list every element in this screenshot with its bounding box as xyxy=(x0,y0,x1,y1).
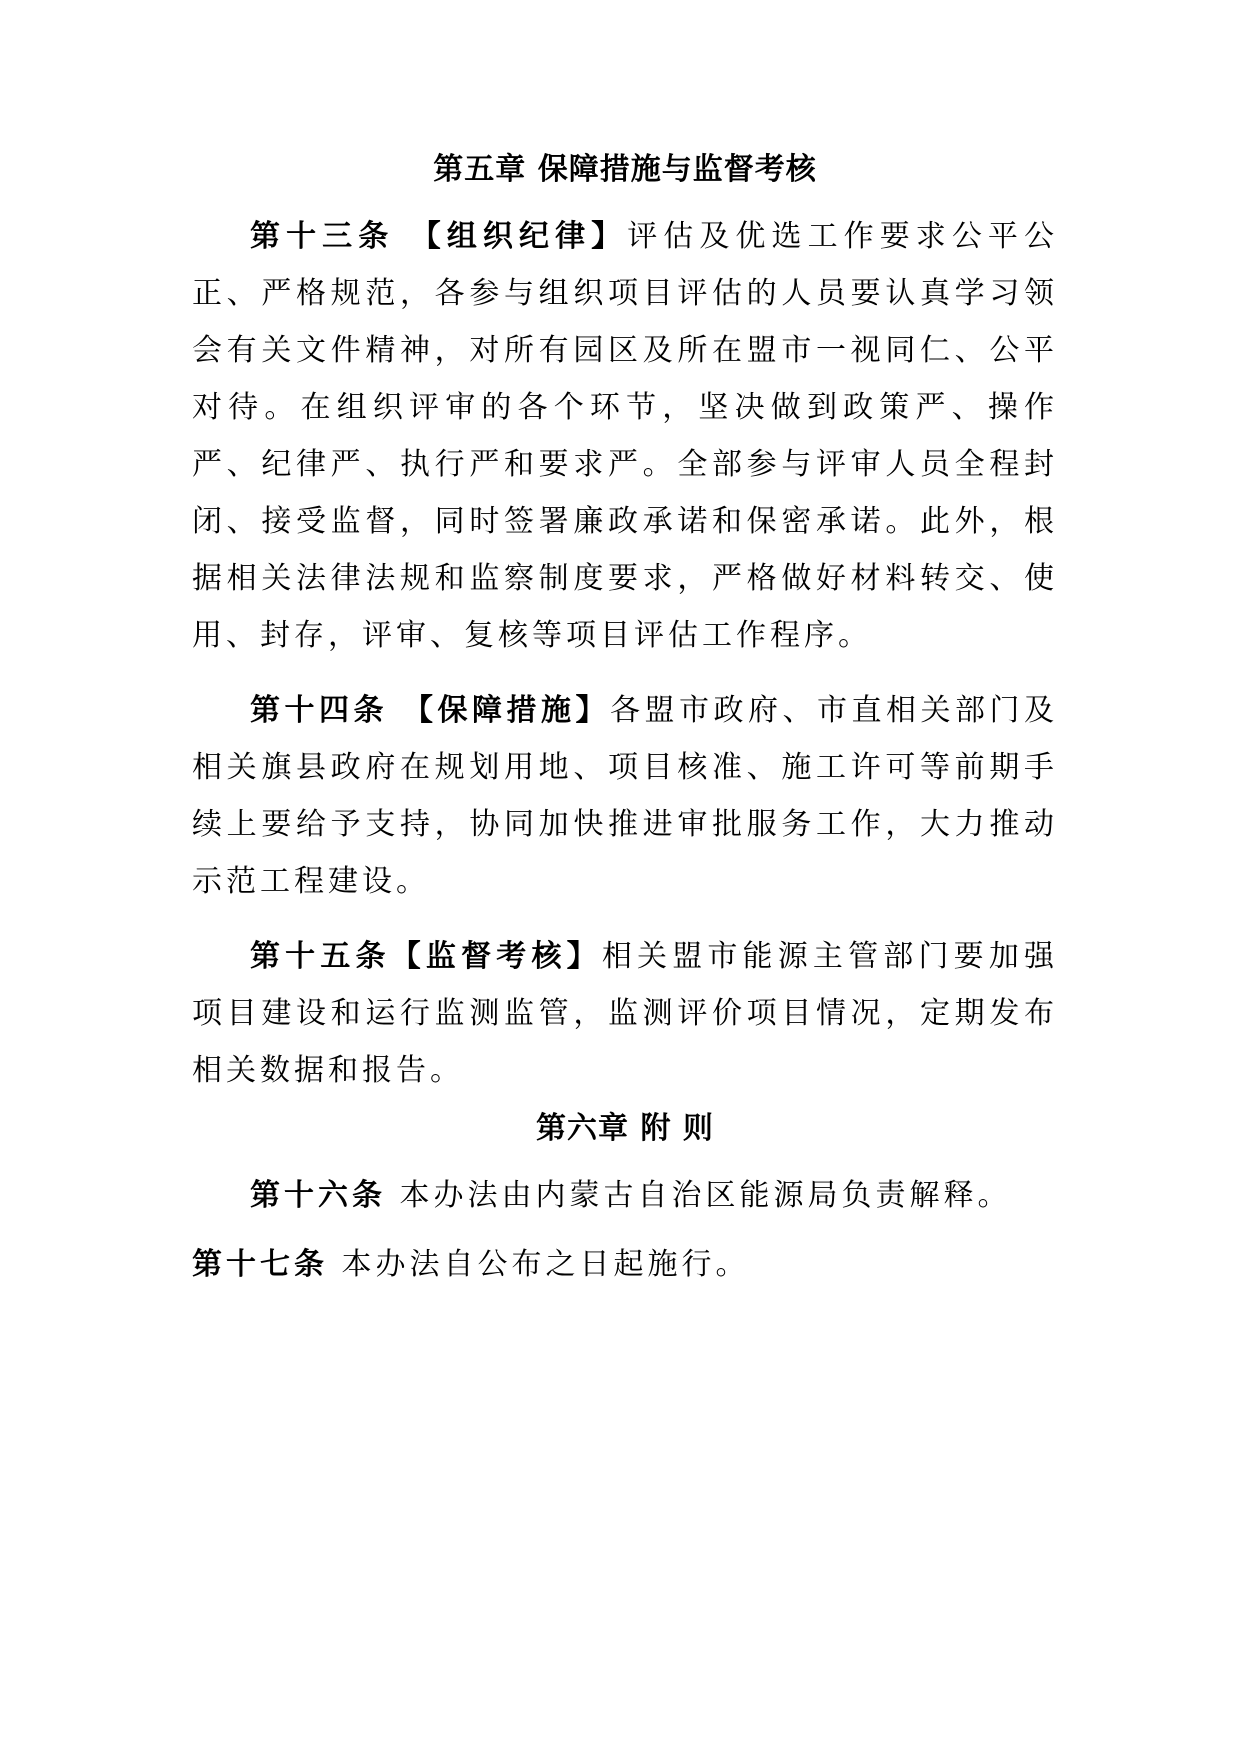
article-16 xyxy=(192,1167,1058,1224)
article-16-lead: 第十六条 xyxy=(250,1178,386,1213)
chapter-6-heading: 第六章 附 则 xyxy=(536,1111,714,1146)
article-14-lead: 第十四条 【保障措施】 xyxy=(250,693,610,728)
article-15-lead: 第十五条【监督考核】 xyxy=(250,939,602,974)
article-17-lead: 第十七条 xyxy=(192,1247,328,1282)
article-15-body: 相关盟市能源主管部门要加强项目建设和运行监测监管，监测评价项目情况，定期发布相关数据和报告。 xyxy=(192,939,1059,1088)
article-15 xyxy=(192,928,1058,1099)
article-14-body: 各盟市政府、市直相关部门及相关旗县政府在规划用地、项目核准、施工许可等前期手续上要给予支持，协同加快推进审批服务工作，大力推动示范工程建设。 xyxy=(192,693,1058,899)
article-13 xyxy=(192,208,1058,664)
chapter-5-heading: 第五章 保障措施与监督考核 xyxy=(433,152,817,187)
article-14 xyxy=(192,682,1058,910)
article-13-body: 评估及优选工作要求公平公正、严格规范，各参与组织项目评估的人员要认真学习领会有关文件精神，对所有园区及所在盟市一视同仁、公平对待。在组织评审的各个环节，坚决做到政策严、操作严、纪律严、执行严和要求严。全部参与评审人员全程封闭、接受监督，同时签署廉政承诺和保密承诺。此外，根据相关法律法规和监察制度要求，严格做好材料转交、使用、封存，评审、复核等项目评估工作程序。 xyxy=(192,219,1058,653)
article-17 xyxy=(192,1236,1058,1293)
article-13-lead: 第十三条 【组织纪律】 xyxy=(250,219,628,254)
article-17-body: 本办法自公布之日起施行。 xyxy=(328,1247,750,1282)
article-16-body: 本办法由内蒙古自治区能源局负责解释。 xyxy=(386,1178,1012,1213)
page-content xyxy=(192,152,1058,1311)
